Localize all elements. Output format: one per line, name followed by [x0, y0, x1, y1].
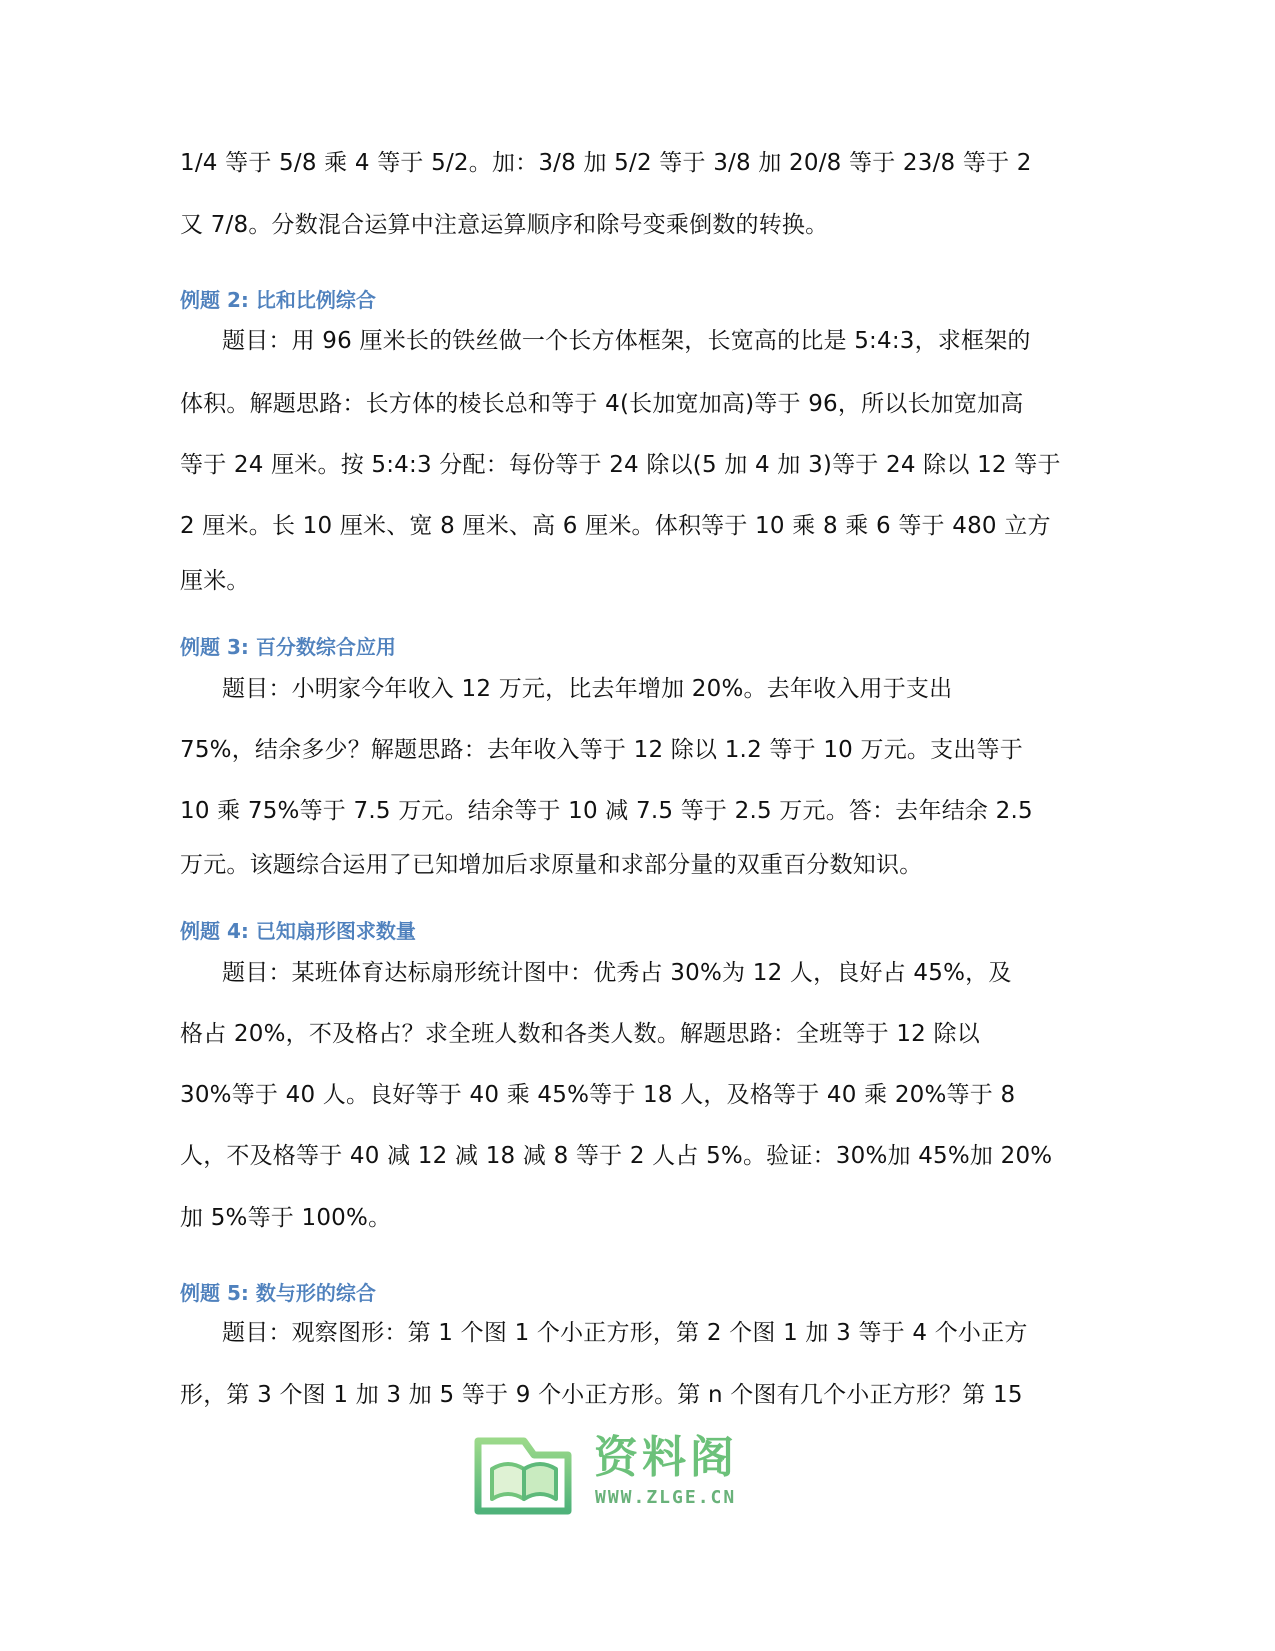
- example-3-heading: 例题 3: 百分数综合应用: [180, 635, 396, 659]
- example-2-line-4: 2 厘米。长 10 厘米、宽 8 厘米、高 6 厘米。体积等于 10 乘 8 乘 6 等于 480 立方: [180, 513, 1051, 539]
- example-3-line-1: 题目：小明家今年收入 12 万元，比去年增加 20%。去年收入用于支出: [222, 676, 953, 702]
- example-4-line-2: 格占 20%，不及格占？求全班人数和各类人数。解题思路：全班等于 12 除以: [180, 1021, 980, 1047]
- example-3-line-2: 75%，结余多少？解题思路：去年收入等于 12 除以 1.2 等于 10 万元。支出等于: [180, 737, 1023, 763]
- intro-line-1: 1/4 等于 5/8 乘 4 等于 5/2。加：3/8 加 5/2 等于 3/8 加 20/8 等于 23/8 等于 2: [180, 150, 1032, 176]
- open-book-folder-icon: [472, 1431, 582, 1521]
- example-2-line-3: 等于 24 厘米。按 5:4:3 分配：每份等于 24 除以(5 加 4 加 3)等于 24 除以 12 等于: [180, 452, 1061, 478]
- example-2-line-2: 体积。解题思路：长方体的棱长总和等于 4(长加宽加高)等于 96，所以长加宽加高: [180, 391, 1024, 417]
- example-5-line-1: 题目：观察图形：第 1 个图 1 个小正方形，第 2 个图 1 加 3 等于 4 个小正方: [222, 1320, 1028, 1346]
- example-3-line-4: 万元。该题综合运用了已知增加后求原量和求部分量的双重百分数知识。: [180, 852, 923, 878]
- example-2-line-5: 厘米。: [180, 568, 250, 594]
- example-4-line-5: 加 5%等于 100%。: [180, 1205, 392, 1231]
- example-4-line-4: 人，不及格等于 40 减 12 减 18 减 8 等于 2 人占 5%。验证：30%加 45%加 20%: [180, 1143, 1053, 1169]
- example-3-line-3: 10 乘 75%等于 7.5 万元。结余等于 10 减 7.5 等于 2.5 万元。答：去年结余 2.5: [180, 798, 1033, 824]
- example-5-heading: 例题 5: 数与形的综合: [180, 1281, 376, 1305]
- intro-line-2: 又 7/8。分数混合运算中注意运算顺序和除号变乘倒数的转换。: [180, 212, 829, 238]
- example-4-line-3: 30%等于 40 人。良好等于 40 乘 45%等于 18 人，及格等于 40 乘 20%等于 8: [180, 1082, 1016, 1108]
- zlge-logo: [472, 1431, 772, 1521]
- example-2-line-1: 题目：用 96 厘米长的铁丝做一个长方体框架，长宽高的比是 5:4:3，求框架的: [222, 328, 1031, 354]
- example-4-line-1: 题目：某班体育达标扇形统计图中：优秀占 30%为 12 人，良好占 45%，及: [222, 960, 1012, 986]
- example-4-heading: 例题 4: 已知扇形图求数量: [180, 919, 416, 943]
- example-2-heading: 例题 2: 比和比例综合: [180, 288, 376, 312]
- logo-url: WWW.ZLGE.CN: [595, 1487, 737, 1508]
- example-5-line-2: 形，第 3 个图 1 加 3 加 5 等于 9 个小正方形。第 n 个图有几个小正方形？第 15: [180, 1382, 1023, 1408]
- logo-name: 资料阁: [594, 1432, 738, 1483]
